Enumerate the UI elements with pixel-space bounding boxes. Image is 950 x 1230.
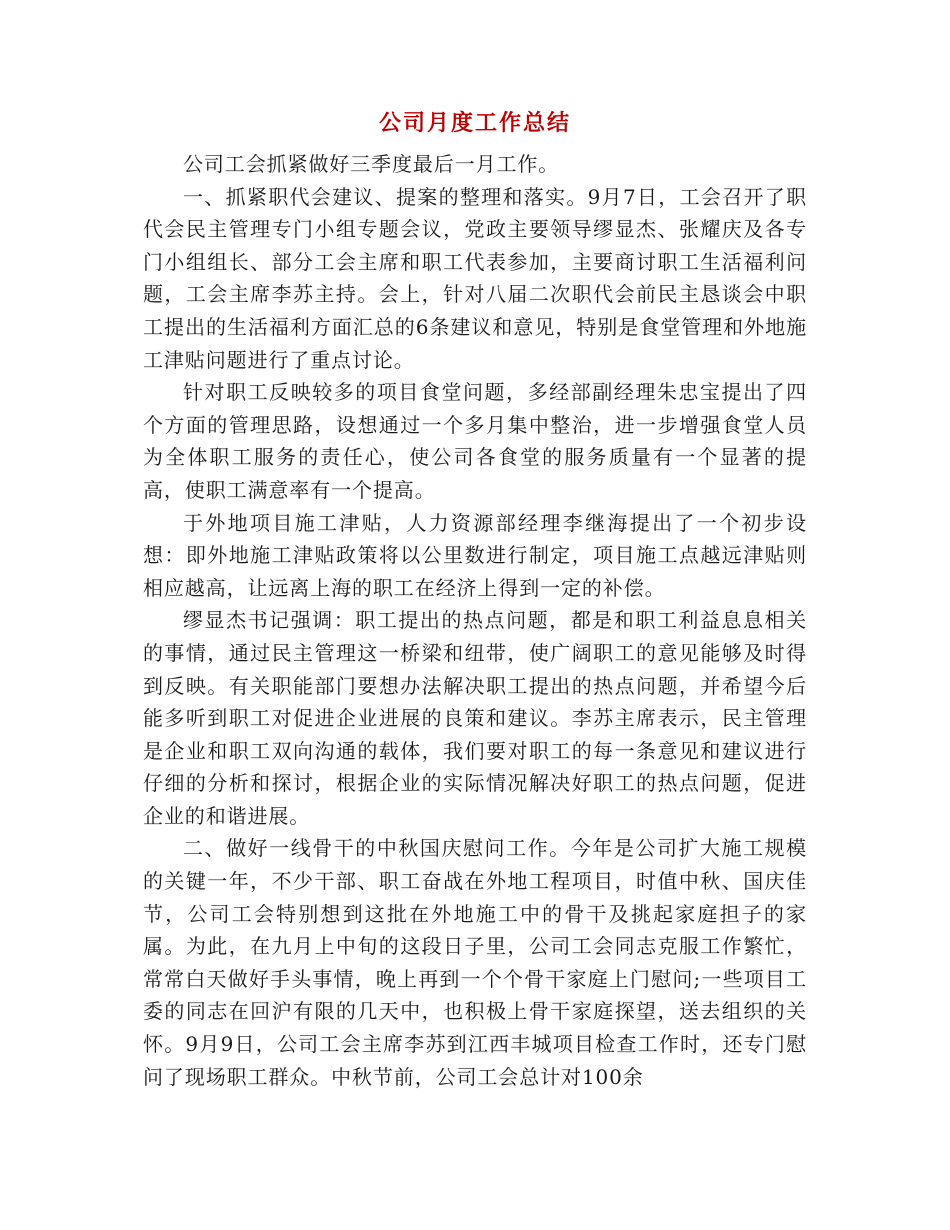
document-page [143,108,807,1093]
paragraph-allowance: 于外地项目施工津贴，人力资源部经理李继海提出了一个初步设想：即外地施工津贴政策将以公里数进行制定，项目施工点越远津贴则相应越高，让远离上海的职工在经济上得到一定的补偿。 [143,510,807,600]
paragraph-secretary-remarks: 缪显杰书记强调：职工提出的热点问题，都是和职工利益息息相关的事情，通过民主管理这一桥梁和纽带，使广阔职工的意见能够及时得到反映。有关职能部门要想办法解决职工提出的热点问题，并希望今后能多听到职工对促进企业进展的良策和建议。李苏主席表示，民主管理是企业和职工双向沟通的载体，我们要对职工的每一条意见和建议进行仔细的分析和探讨，根据企业的实际情况解决好职工的热点问题，促进企业的和谐进展。 [143,608,807,828]
document-title: 公司月度工作总结 [378,110,571,136]
paragraph-section-one: 一、抓紧职代会建议、提案的整理和落实。9月7日，工会召开了职代会民主管理专门小组专题会议，党政主要领导缪显杰、张耀庆及各专门小组组长、部分工会主席和职工代表参加，主要商讨职工生活福利问题，工会主席李苏主持。会上，针对八届二次职代会前民主恳谈会中职工提出的生活福利方面汇总的6条建议和意见，特别是食堂管理和外地施工津贴问题进行了重点讨论。 [143,184,807,372]
paragraph-canteen: 针对职工反映较多的项目食堂问题，多经部副经理朱忠宝提出了四个方面的管理思路，设想通过一个多月集中整治，进一步增强食堂人员为全体职工服务的责任心，使公司各食堂的服务质量有一个显著的提高，使职工满意率有一个提高。 [143,380,807,502]
paragraph-section-two: 二、做好一线骨干的中秋国庆慰问工作。今年是公司扩大施工规模的关键一年，不少干部、职工奋战在外地工程项目，时值中秋、国庆佳节，公司工会特别想到这批在外地施工中的骨干及挑起家庭担子的家属。为此，在九月上中旬的这段日子里，公司工会同志克服工作繁忙，常常白天做好手头事情，晚上再到一个个骨干家庭上门慰问;一些项目工委的同志在回沪有限的几天中，也积极上骨干家庭探望，送去组织的关怀。9月9日，公司工会主席李苏到江西丰城项目检查工作时，还专门慰问了现场职工群众。中秋节前，公司工会总计对100余 [143,836,807,1089]
paragraph-intro: 公司工会抓紧做好三季度最后一月工作。 [183,152,560,176]
